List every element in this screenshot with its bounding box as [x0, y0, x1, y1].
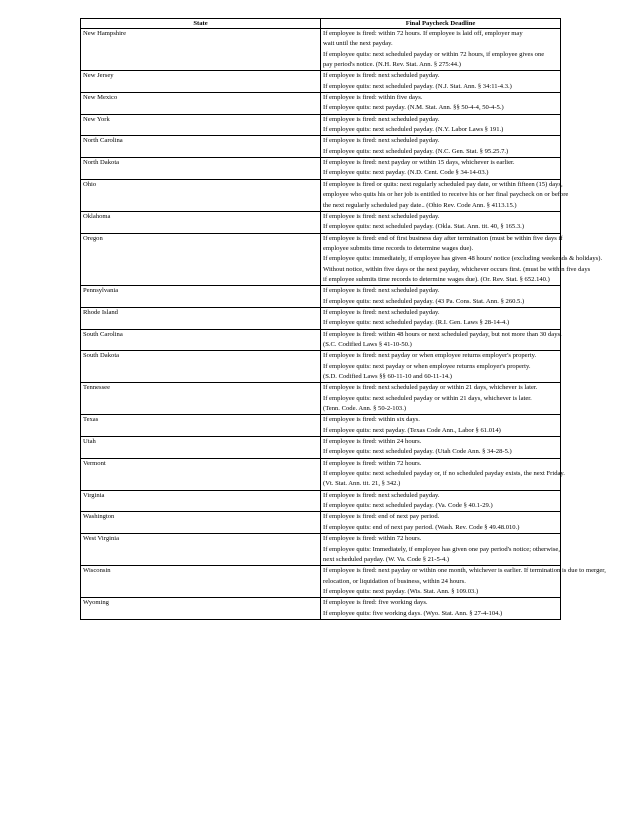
deadline-cell	[321, 179, 569, 211]
state-cell: Wisconsin	[81, 566, 321, 598]
deadline-line: If employee quits: immediately, if employee has given 48 hours' notice (excluding weekends & holidays).	[323, 255, 603, 263]
deadline-line: relocation, or liquidation of business, within 24 hours.	[323, 577, 466, 585]
table-row	[81, 158, 561, 180]
state-cell: Washington	[81, 512, 321, 534]
deadline-line: wait until the next payday.	[323, 40, 393, 48]
table-row	[81, 93, 561, 115]
deadline-line: If employee is fired: next scheduled payday.	[323, 491, 440, 499]
deadline-line: If employee quits: next scheduled payday. (43 Pa. Cons. Stat. Ann. § 260.5.)	[323, 297, 525, 305]
deadline-line: If employee quits: next scheduled payday. (N.C. Gen. Stat. § 95.25.7.)	[323, 147, 509, 155]
deadline-line: If employee quits: next scheduled payday. (R.I. Gen. Laws § 28-14-4.)	[323, 319, 510, 327]
state-cell: Oklahoma	[81, 211, 321, 233]
table-row	[81, 566, 561, 598]
table-row	[81, 534, 561, 566]
deadline-cell	[321, 351, 561, 383]
deadline-line: pay period's notice. (N.H. Rev. Stat. Ann. § 275:44.)	[323, 61, 461, 69]
deadline-cell	[321, 383, 561, 415]
state-cell: North Dakota	[81, 158, 321, 180]
deadline-line: If employee quits: next payday. (N.D. Cent. Code § 34-14-03.)	[323, 169, 489, 177]
deadline-cell	[321, 233, 603, 286]
deadline-cell	[321, 136, 561, 158]
deadline-line: (Vt. Stat. Ann. tit. 21, § 342.)	[323, 480, 401, 488]
deadline-line: if employee submits time records to determine wages due). (Or. Rev. Stat. § 652.140.)	[323, 275, 550, 283]
deadline-cell	[321, 512, 561, 534]
deadline-line: If employee quits: next scheduled payday. (Va. Code § 40.1-29.)	[323, 502, 493, 510]
deadline-line: next scheduled payday. (W. Va. Code § 21-5-4.)	[323, 555, 450, 563]
deadline-line: If employee quits: next scheduled payday. (Okla. Stat. Ann. tit. 40, § 165.3.)	[323, 223, 525, 231]
state-cell: Wyoming	[81, 598, 321, 620]
deadline-line: If employee is fired: within six days.	[323, 416, 420, 424]
state-cell: Texas	[81, 415, 321, 437]
deadline-line: (Tenn. Code. Ann. § 50-2-103.)	[323, 405, 407, 413]
deadline-line: If employee is fired: next payday or when employee returns employer's property.	[323, 352, 537, 360]
column-header-deadline: Final Paycheck Deadline	[321, 19, 561, 29]
state-cell: New Jersey	[81, 71, 321, 93]
state-cell: Virginia	[81, 490, 321, 512]
deadline-line: If employee is fired: within 72 hours.	[323, 535, 422, 543]
table-header-row	[81, 19, 561, 29]
deadline-cell	[321, 29, 561, 71]
state-cell: Utah	[81, 437, 321, 459]
deadline-line: If employee is fired: next scheduled payday or within 21 days, whichever is later.	[323, 384, 538, 392]
table-body	[81, 29, 606, 620]
deadline-cell	[321, 437, 561, 459]
deadline-cell	[321, 415, 561, 437]
deadline-line: If employee is fired: within 72 hours.	[323, 459, 422, 467]
deadline-cell	[321, 158, 561, 180]
deadline-cell	[321, 93, 561, 115]
table-row	[81, 512, 561, 534]
table-row	[81, 437, 561, 459]
deadline-line: If employee is fired: within 24 hours.	[323, 438, 422, 446]
state-cell: Ohio	[81, 179, 321, 211]
deadline-cell	[321, 211, 561, 233]
deadline-line: If employee is fired: next payday or within 15 days, whichever is earlier.	[323, 159, 515, 167]
state-cell: Vermont	[81, 458, 321, 490]
deadline-line: If employee is fired or quits: next regularly scheduled pay date, or within fifteen (15) days,	[323, 180, 563, 188]
table-row	[81, 458, 561, 490]
deadline-line: If employee quits: next scheduled payday. (N.Y. Labor Laws § 191.)	[323, 126, 504, 134]
deadline-cell	[321, 286, 561, 308]
table-row	[81, 211, 561, 233]
deadline-line: If employee is fired: within 72 hours. If employee is laid off, employer may	[323, 30, 523, 37]
deadline-line: If employee is fired: next scheduled payday.	[323, 115, 440, 123]
deadline-line: If employee quits: next scheduled payday or within 72 hours, if employee gives one	[323, 50, 545, 58]
deadline-line: the next regularly scheduled pay date.. (Ohio Rev. Code Ann. § 4113.15.)	[323, 201, 517, 209]
state-cell: Tennessee	[81, 383, 321, 415]
document-page	[80, 18, 606, 620]
state-cell: Oregon	[81, 233, 321, 286]
table-row	[81, 598, 561, 620]
deadline-line: If employee is fired: next payday or within one month, whichever is earlier. If termination is due to merger,	[323, 567, 606, 575]
deadline-line: If employee quits: next payday. (Wis. Stat. Ann. § 109.03.)	[323, 587, 479, 595]
table-row	[81, 233, 561, 286]
deadline-cell	[321, 598, 561, 620]
deadline-line: (S.C. Codified Laws § 41-10-50.)	[323, 340, 412, 348]
table-row	[81, 136, 561, 158]
final-paycheck-table	[80, 18, 606, 620]
deadline-cell	[321, 566, 606, 598]
deadline-line: If employee is fired: next scheduled payday.	[323, 72, 440, 80]
table-row	[81, 29, 561, 71]
table-row	[81, 490, 561, 512]
deadline-cell	[321, 534, 561, 566]
deadline-line: (S.D. Codified Laws §§ 60-11-10 and 60-11-14.)	[323, 373, 452, 380]
deadline-line: If employee quits: next scheduled payday. (N.J. Stat. Ann. § 34:11-4.3.)	[323, 82, 512, 90]
deadline-cell	[321, 71, 561, 93]
state-cell: West Virginia	[81, 534, 321, 566]
deadline-line: If employee is fired: end of next pay period.	[323, 513, 440, 521]
deadline-cell	[321, 458, 565, 490]
table-row	[81, 329, 561, 351]
deadline-line: If employee is fired: next scheduled payday.	[323, 308, 440, 316]
deadline-line: If employee quits: next payday. (Texas Code Ann., Labor § 61.014)	[323, 426, 501, 434]
deadline-line: If employee quits: five working days. (Wyo. Stat. Ann. § 27-4-104.)	[323, 609, 503, 617]
deadline-line: If employee is fired: within five days.	[323, 94, 423, 102]
deadline-line: Without notice, within five days or the next payday, whichever occurs first. (must be within five days	[323, 265, 591, 273]
deadline-line: If employee quits: end of next pay period. (Wash. Rev. Code § 49.48.010.)	[323, 523, 520, 531]
deadline-line: employee who quits his or her job is entitled to receive his or her final paycheck on or before	[323, 191, 569, 199]
column-header-state: State	[81, 19, 321, 29]
table-row	[81, 71, 561, 93]
table-row	[81, 415, 561, 437]
state-cell: New York	[81, 114, 321, 136]
table-row	[81, 351, 561, 383]
table-row	[81, 114, 561, 136]
deadline-cell	[321, 307, 561, 329]
state-cell: New Hampshire	[81, 29, 321, 71]
deadline-line: If employee is fired: within 48 hours or next scheduled payday, but not more than 30 days.	[323, 330, 562, 338]
table-row	[81, 179, 561, 211]
deadline-line: If employee is fired: next scheduled payday.	[323, 137, 440, 145]
state-cell: North Carolina	[81, 136, 321, 158]
state-cell: Pennsylvania	[81, 286, 321, 308]
deadline-cell	[321, 114, 561, 136]
deadline-line: employee submits time records to determine wages due).	[323, 244, 474, 252]
deadline-line: If employee is fired: end of first business day after termination (must be within five days if	[323, 234, 563, 242]
table-row	[81, 286, 561, 308]
deadline-line: If employee quits: next payday or when employee returns employer's property.	[323, 362, 531, 370]
deadline-cell	[321, 490, 561, 512]
deadline-line: If employee quits: next scheduled payday or within 21 days, whichever is later.	[323, 394, 532, 402]
deadline-line: If employee is fired: next scheduled payday.	[323, 287, 440, 295]
deadline-line: If employee quits: next scheduled payday. (Utah Code Ann. § 34-28-5.)	[323, 448, 512, 456]
table-row	[81, 383, 561, 415]
deadline-line: If employee is fired: next scheduled payday.	[323, 212, 440, 220]
deadline-line: If employee quits: Immediately, if employee has given one pay period's notice; otherwise,	[323, 545, 560, 553]
table-row	[81, 307, 561, 329]
state-cell: South Carolina	[81, 329, 321, 351]
deadline-line: If employee quits: next scheduled payday or, if no scheduled payday exists, the next Friday.	[323, 470, 565, 478]
deadline-cell	[321, 329, 561, 351]
state-cell: Rhode Island	[81, 307, 321, 329]
deadline-line: If employee is fired: five working days.	[323, 599, 428, 607]
state-cell: South Dakota	[81, 351, 321, 383]
deadline-line: If employee quits: next payday. (N.M. Stat. Ann. §§ 50-4-4, 50-4-5.)	[323, 104, 504, 112]
state-cell: New Mexico	[81, 93, 321, 115]
